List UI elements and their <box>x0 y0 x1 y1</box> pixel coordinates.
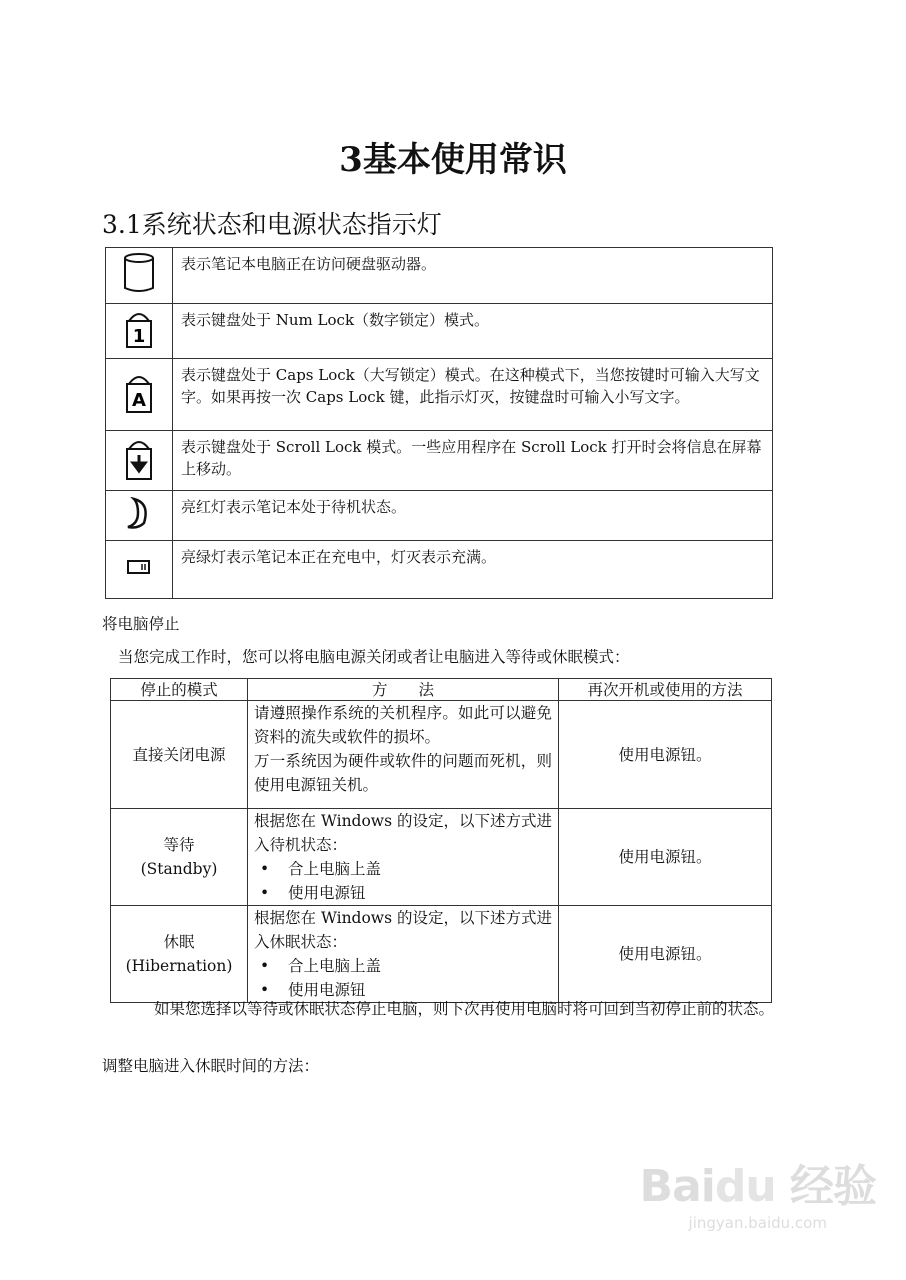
table-row <box>106 431 773 491</box>
table-row <box>106 359 773 431</box>
table-row <box>106 304 773 359</box>
table-row <box>106 541 773 599</box>
resume: 使用电源钮。 <box>559 701 772 809</box>
table-row <box>106 491 773 541</box>
watermark-url: jingyan.baidu.com <box>688 1214 827 1232</box>
baidu-jingyan-watermark: Baidu 经验 jingyan.baidu.com <box>639 1161 876 1232</box>
method: 请遵照操作系统的关机程序。如此可以避免资料的流失或软件的损坏。 <box>254 704 552 746</box>
shutdown-note: 如果您选择以等待或休眠状态停止电脑，则下次再使用电脑时将可回到当初停止前的状态。 <box>154 1000 775 1018</box>
mode: 等待 <box>163 836 195 854</box>
table-row <box>106 248 773 304</box>
indicator-description: 表示键盘处于 Scroll Lock 模式。一些应用程序在 Scroll Lock 打开时会将信息在屏幕上移动。 <box>173 431 773 491</box>
indicator-description: 亮绿灯表示笔记本正在充电中，灯灭表示充满。 <box>173 541 773 599</box>
header-method: 方 法 <box>248 679 559 701</box>
resume: 使用电源钮。 <box>559 809 772 906</box>
num-lock-icon <box>106 304 173 359</box>
battery-icon <box>106 541 173 599</box>
bullet-item: • 使用电源钮 <box>254 978 552 1002</box>
method: 根据您在 Windows 的设定，以下述方式进入待机状态： <box>254 812 552 854</box>
mode-english: (Hibernation) <box>125 957 233 975</box>
shutdown-heading: 将电脑停止 <box>102 615 180 633</box>
caps-lock-icon <box>106 359 173 431</box>
hard-disk-icon <box>106 248 173 304</box>
bullet-item: • 使用电源钮 <box>254 881 552 905</box>
indicator-description: 亮红灯表示笔记本处于待机状态。 <box>173 491 773 541</box>
section-heading: 3.1系统状态和电源状态指示灯 <box>102 210 442 239</box>
mode-english: (Standby) <box>140 860 218 878</box>
resume: 使用电源钮。 <box>559 906 772 1003</box>
shutdown-intro: 当您完成工作时，您可以将电脑电源关闭或者让电脑进入等待或休眠模式： <box>118 648 630 666</box>
method: 根据您在 Windows 的设定，以下述方式进入休眠状态： <box>254 909 552 951</box>
shutdown-table <box>110 678 772 1003</box>
indicator-description: 表示键盘处于 Num Lock（数字锁定）模式。 <box>173 304 773 359</box>
table-header-row <box>111 679 772 701</box>
bullet-item: • 合上电脑上盖 <box>254 857 552 881</box>
header-resume: 再次开机或使用的方法 <box>559 679 772 701</box>
header-mode: 停止的模式 <box>111 679 248 701</box>
scroll-lock-icon <box>106 431 173 491</box>
table-row <box>111 906 772 1003</box>
svg-text:A: A <box>132 389 146 411</box>
method-note: 万一系统因为硬件或软件的问题而死机，则使用电源钮关机。 <box>254 752 552 794</box>
indicator-table <box>105 247 773 599</box>
page-title: 3基本使用常识 <box>339 140 567 180</box>
bullet-item: • 合上电脑上盖 <box>254 954 552 978</box>
mode: 直接关闭电源 <box>132 745 226 764</box>
indicator-description: 表示键盘处于 Caps Lock（大写锁定）模式。在这种模式下，当您按键时可输入大写文字。如果再按一次 Caps Lock 键，此指示灯灭，按键盘时可输入小写文字。 <box>173 359 773 431</box>
hibernate-time-heading: 调整电脑进入休眠时间的方法： <box>102 1057 320 1075</box>
standby-moon-icon <box>106 491 173 541</box>
table-row <box>111 701 772 809</box>
table-row <box>111 809 772 906</box>
svg-text:1: 1 <box>132 326 146 347</box>
mode: 休眠 <box>163 933 195 951</box>
indicator-description: 表示笔记本电脑正在访问硬盘驱动器。 <box>173 248 773 304</box>
